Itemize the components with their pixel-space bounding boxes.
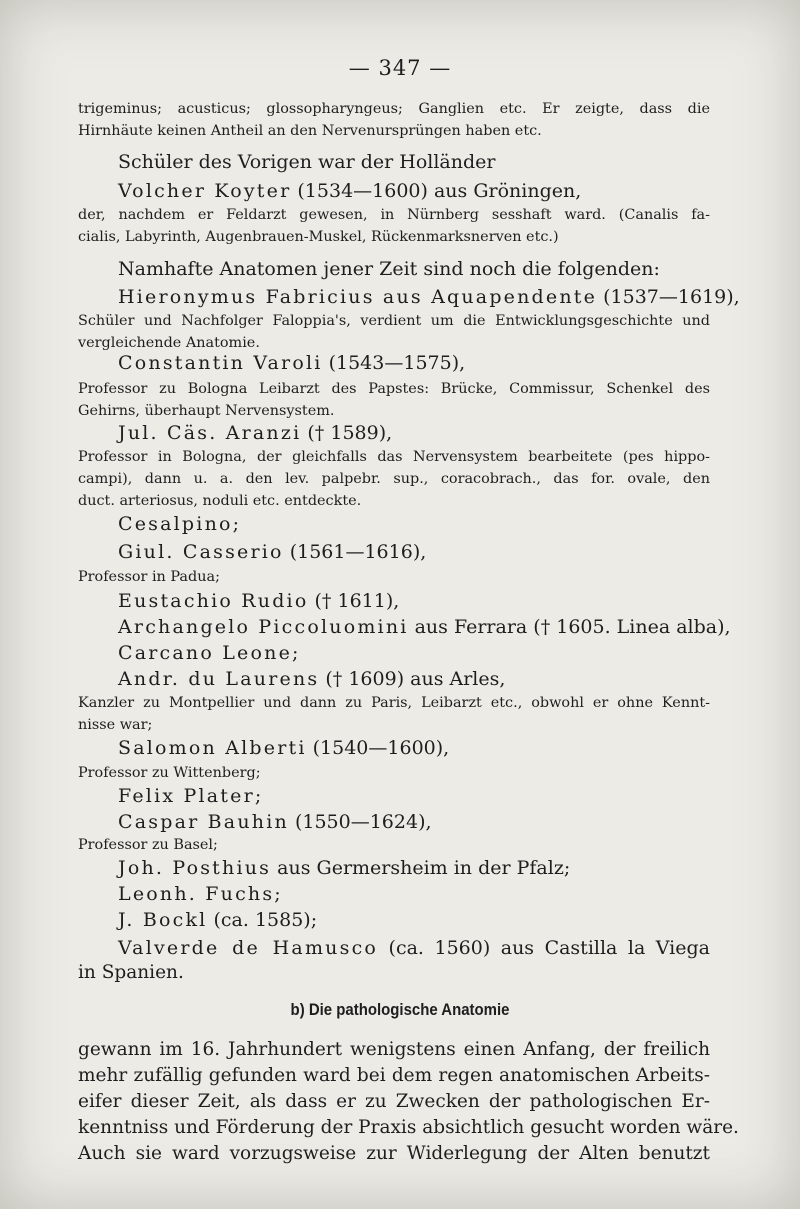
text-line: Professor in Bologna, der gleichfalls das Nervensystem bearbeitete (pes hippo- <box>78 449 710 465</box>
anatomist-details: († 1589), <box>301 422 393 444</box>
anatomist-entry <box>78 855 710 881</box>
anatomist-details: († 1611), <box>308 590 400 612</box>
anatomist-entry <box>78 178 710 204</box>
section-heading: b) Die pathologische Anatomie <box>290 1000 510 1019</box>
page-number: — 347 — <box>348 56 452 80</box>
text-line: Kanzler zu Montpellier und dann zu Paris, Leibarzt etc., obwohl er ohne Kennt- <box>78 695 710 711</box>
anatomist-details: (ca. 1585); <box>207 909 318 931</box>
anatomist-entry <box>78 614 731 640</box>
text-line: Hirnhäute keinen Antheil an den Nervenursprüngen haben etc. <box>78 123 542 139</box>
anatomist-details: aus Germersheim in der Pfalz; <box>271 857 571 879</box>
text-line: in Spanien. <box>78 962 184 983</box>
anatomist-entry <box>78 511 710 537</box>
anatomist-details: (1534—1600) aus Gröningen, <box>291 180 582 202</box>
anatomist-entry <box>78 735 710 761</box>
anatomist-name: Salomon Alberti <box>118 737 307 759</box>
anatomist-name: Jul. Cäs. Aranzi <box>118 422 302 444</box>
anatomist-name: Archangelo Piccoluomini <box>118 616 409 638</box>
text-line: trigeminus; acusticus; glossopharyngeus; Ganglien etc. Er zeigte, dass die <box>78 101 710 117</box>
anatomist-details: († 1609) aus Arles, <box>319 668 506 690</box>
text-line: der, nachdem er Feldarzt gewesen, in Nürnberg sesshaft ward. (Canalis fa- <box>78 207 710 223</box>
anatomist-entry <box>78 783 710 809</box>
text-line: Professor zu Basel; <box>78 837 218 853</box>
text-line: mehr zufällig gefunden ward bei dem regen anatomischen Arbeits- <box>78 1065 710 1086</box>
text-line: Professor zu Wittenberg; <box>78 765 261 781</box>
anatomist-details: (1540—1600), <box>306 737 450 759</box>
anatomist-details: (1561—1616), <box>283 541 427 563</box>
text-line: Namhafte Anatomen jener Zeit sind noch die folgenden: <box>118 258 660 280</box>
anatomist-name: Eustachio Rudio <box>118 590 309 612</box>
anatomist-entry <box>78 935 710 961</box>
text-line: vergleichende Anatomie. <box>78 335 260 351</box>
anatomist-name: Giul. Casserio <box>118 541 284 563</box>
text-line: Schüler des Vorigen war der Holländer <box>118 151 496 173</box>
text-line: kenntniss und Förderung der Praxis absichtlich gesucht worden wäre. <box>78 1117 739 1138</box>
anatomist-details: (1537—1619), <box>597 286 740 308</box>
anatomist-name: Constantin Varoli <box>118 352 323 374</box>
anatomist-entry <box>78 588 710 614</box>
anatomist-details: aus Ferrara († 1605. Linea alba), <box>408 616 731 638</box>
anatomist-entry <box>78 907 710 933</box>
anatomist-name: Carcano Leone; <box>118 642 301 664</box>
anatomist-entry <box>78 666 710 692</box>
anatomist-name: Joh. Posthius <box>118 857 272 879</box>
anatomist-details: (ca. 1560) aus Castilla la Viega <box>378 937 710 959</box>
text-line: cialis, Labyrinth, Augenbrauen-Muskel, Rückenmarksnerven etc.) <box>78 229 559 245</box>
text-line: Professor zu Bologna Leibarzt des Papstes: Brücke, Commissur, Schenkel des <box>78 381 710 397</box>
anatomist-entry <box>78 640 710 666</box>
text-line: Auch sie ward vorzugsweise zur Widerlegung der Alten benutzt <box>78 1143 710 1164</box>
anatomist-name: Cesalpino; <box>118 513 242 535</box>
anatomist-entry <box>78 420 710 446</box>
anatomist-name: Leonh. Fuchs; <box>118 883 283 905</box>
text-line: gewann im 16. Jahrhundert wenigstens einen Anfang, der freilich <box>78 1039 710 1060</box>
anatomist-name: Hieronymus Fabricius aus Aquapendente <box>118 286 598 308</box>
anatomist-name: Andr. du Laurens <box>118 668 320 690</box>
text-line: Gehirns, überhaupt Nervensystem. <box>78 403 335 419</box>
text-line: Professor in Padua; <box>78 569 220 585</box>
text-line: campi), dann u. a. den lev. palpebr. sup., coracobrach., das for. ovale, den <box>78 471 710 487</box>
anatomist-name: Caspar Bauhin <box>118 811 289 833</box>
anatomist-entry <box>78 809 710 835</box>
anatomist-name: Felix Plater; <box>118 785 264 807</box>
anatomist-entry <box>78 284 740 310</box>
anatomist-entry <box>78 881 710 907</box>
text-line: Schüler und Nachfolger Faloppia's, verdient um die Entwicklungsgeschichte und <box>78 313 710 329</box>
anatomist-name: Valverde de Hamusco <box>118 937 379 959</box>
anatomist-details: (1550—1624), <box>288 811 432 833</box>
anatomist-entry <box>78 350 710 376</box>
anatomist-name: Volcher Koyter <box>118 180 292 202</box>
text-line: eifer dieser Zeit, als dass er zu Zwecken der pathologischen Er- <box>78 1091 710 1112</box>
anatomist-entry <box>78 539 710 565</box>
anatomist-details: (1543—1575), <box>322 352 466 374</box>
text-line: nisse war; <box>78 717 153 733</box>
anatomist-name: J. Bockl <box>118 909 208 931</box>
text-line: duct. arteriosus, noduli etc. entdeckte. <box>78 493 362 509</box>
